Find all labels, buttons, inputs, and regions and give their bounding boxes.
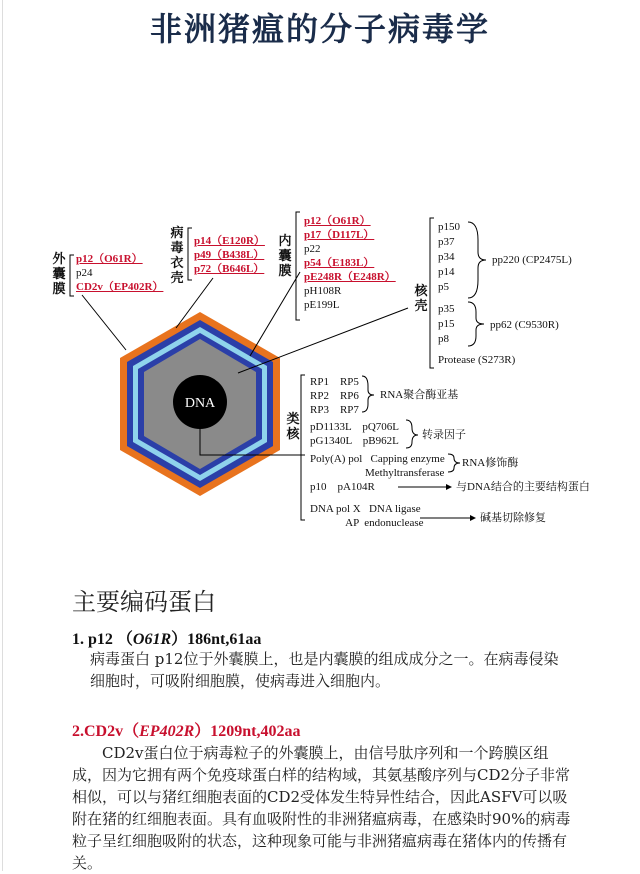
item2-body: CD2v蛋白位于病毒粒子的外囊膜上，由信号肽序列和一个跨膜区组成，因为它拥有两个免疫球蛋白样的结构域，其氨基酸序列与CD2分子非常相似，可以与猪红细胞表面的CD2受体发生特异性结合，因此ASFV可以吸附在猪的红细胞表面。具有血吸附性的非洲猪瘟病毒，在感染时90%的病毒粒子呈红细胞吸附的状态，这种现象可能与非洲猪瘟病毒在猪体内的传播有关。 bbox=[72, 744, 571, 872]
protein-entry: p12（O61R） bbox=[76, 253, 143, 265]
protein-entry: pE199L bbox=[304, 299, 340, 311]
item2-heading-suffix: ）1209nt,402aa bbox=[194, 723, 301, 740]
watermark: 头条 @创新农牧 bbox=[523, 842, 626, 858]
protein-entry: p8 bbox=[438, 333, 449, 345]
capsid-protein-list bbox=[194, 234, 265, 276]
nucleoid-note-repair: 碱基切除修复 bbox=[480, 512, 546, 524]
nucleoid-row-transcription: pD1133L pQ706L pG1340L pB962L bbox=[310, 421, 400, 447]
protein-entry: p15 bbox=[438, 318, 455, 330]
nucleoid-row-rna-mod: Poly(A) pol Capping enzyme Methyltransferase bbox=[310, 453, 445, 479]
protein-entry: p17（D117L） bbox=[304, 229, 375, 241]
protease-label: Protease (S273R) bbox=[438, 354, 516, 366]
nucleoid-note-transcription: 转录因子 bbox=[422, 429, 466, 441]
page-title: 非洲猪瘟的分子病毒学 bbox=[149, 10, 490, 48]
protein-entry: p72（B646L） bbox=[194, 263, 265, 275]
section-title: 主要编码蛋白 bbox=[72, 588, 216, 616]
item2-heading-gene: EP402R bbox=[139, 723, 195, 740]
item1-heading-suffix: ）186nt,61aa bbox=[171, 631, 262, 648]
nucleocapsid-group2-list bbox=[438, 302, 455, 347]
protein-entry: p12（O61R） bbox=[304, 215, 371, 227]
item1-heading-gene: O61R bbox=[132, 631, 172, 648]
protein-entry: p14（E120R） bbox=[194, 235, 265, 247]
nucleoid-row-dna-binding: p10 pA104R bbox=[310, 481, 375, 493]
protein-entry: p54（E183L） bbox=[304, 257, 375, 269]
protein-entry: p49（B438L） bbox=[194, 249, 265, 261]
outer-envelope-protein-list bbox=[76, 252, 163, 294]
protein-entry: p150 bbox=[438, 221, 460, 233]
pp62-label: pp62 (C9530R) bbox=[490, 319, 559, 331]
nucleoid-note-rna-pol: RNA聚合酶亚基 bbox=[380, 389, 459, 401]
protein-entry: pH108R bbox=[304, 285, 342, 297]
protein-entry: CD2v（EP402R） bbox=[76, 281, 164, 293]
dna-core-label: DNA bbox=[184, 396, 216, 411]
item1-body: 病毒蛋白 p12位于外囊膜上，也是内囊膜的组成成分之一。在病毒侵染细胞时，可吸附细胞膜，使病毒进入细胞内。 bbox=[90, 650, 559, 690]
protein-entry: pE248R（E248R） bbox=[304, 271, 396, 283]
protein-entry: p34 bbox=[438, 251, 455, 263]
outer-envelope-label: 外囊膜 bbox=[52, 252, 66, 297]
item1-heading bbox=[72, 626, 261, 649]
nucleoid-note-dna-binding: 与DNA结合的主要结构蛋白 bbox=[456, 481, 590, 493]
inner-envelope-label: 内囊膜 bbox=[278, 234, 292, 279]
protein-entry: p37 bbox=[438, 236, 455, 248]
protein-entry: p24 bbox=[76, 267, 93, 279]
protein-entry: p22 bbox=[304, 243, 321, 255]
capsid-label: 病毒衣壳 bbox=[170, 226, 184, 286]
nucleoid-row-repair: DNA pol X DNA ligase AP endonuclease bbox=[310, 503, 424, 529]
inner-envelope-protein-list bbox=[304, 214, 396, 312]
nucleoid-label: 类核 bbox=[286, 412, 300, 442]
protein-entry: p14 bbox=[438, 266, 455, 278]
item2-heading-prefix: 2.CD2v（ bbox=[72, 723, 140, 740]
nucleoid-note-rna-mod: RNA修饰酶 bbox=[462, 457, 519, 469]
item1-heading-prefix: 1. p12 （ bbox=[72, 631, 133, 648]
protein-entry: p35 bbox=[438, 303, 455, 315]
pp220-label: pp220 (CP2475L) bbox=[492, 254, 572, 266]
nucleoid-row-rna-pol: RP1 RP5 RP2 RP6 RP3 RP7 bbox=[310, 376, 359, 416]
item2-heading bbox=[72, 718, 300, 741]
nucleocapsid-label: 核壳 bbox=[414, 284, 428, 314]
nucleocapsid-group1-list bbox=[438, 220, 460, 295]
protein-entry: p5 bbox=[438, 281, 449, 293]
